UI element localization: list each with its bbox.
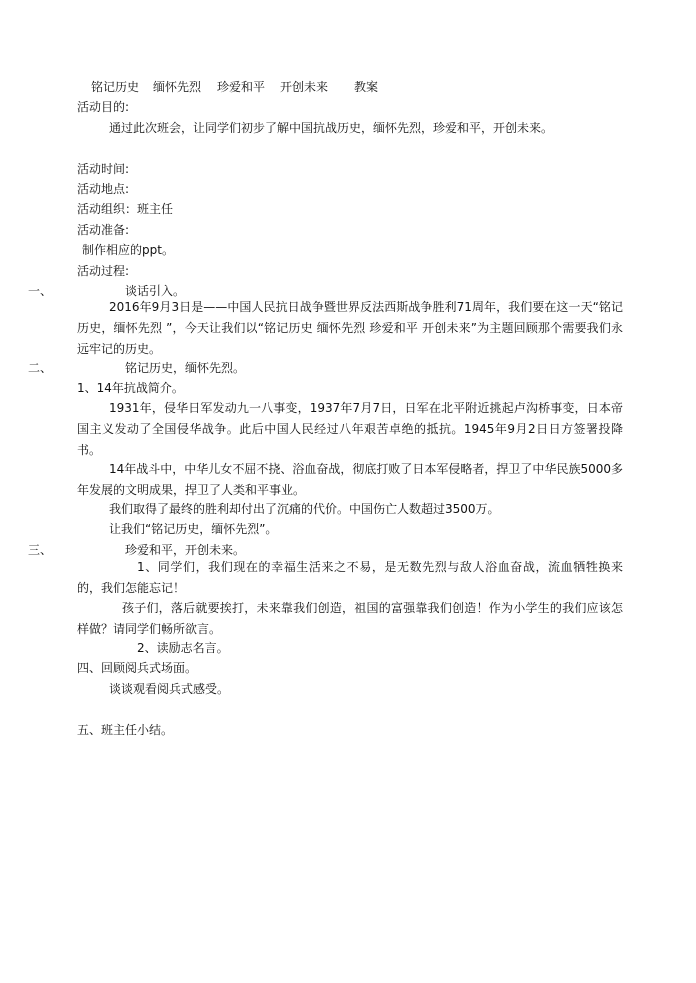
title-part-5: 教案	[354, 80, 379, 94]
process-label: 活动过程:	[77, 264, 130, 278]
title-part-4: 开创未来	[280, 80, 329, 94]
section-2-paragraph-4: 让我们“铭记历史，缅怀先烈”。	[109, 522, 278, 536]
section-3-paragraph-2: 孩子们，落后就要挨打，未来靠我们创造，祖国的富强靠我们创造！作为小学生的我们应该怎样做？请同学们畅所欲言。	[77, 601, 623, 636]
section-2-subheading: 1、14年抗战简介。	[77, 381, 184, 395]
goal-heading: 活动目的:	[77, 100, 130, 114]
section-3-title: 珍爱和平，开创未来。	[125, 543, 246, 557]
section-2-paragraph-3: 我们取得了最终的胜利却付出了沉痛的代价。中国伤亡人数超过3500万。	[109, 502, 500, 516]
section-3-number: 三、	[28, 543, 53, 557]
section-1-number: 一、	[28, 284, 53, 298]
prep-text: 制作相应的ppt。	[82, 243, 174, 257]
section-4-paragraph: 谈谈观看阅兵式感受。	[109, 682, 230, 696]
title-part-1: 铭记历史	[91, 80, 140, 94]
time-label: 活动时间:	[77, 162, 130, 176]
section-3-paragraph-3: 2、读励志名言。	[137, 641, 229, 655]
section-2-title: 铭记历史，缅怀先烈。	[125, 361, 246, 375]
prep-label: 活动准备:	[77, 223, 130, 237]
section-2-paragraph-2: 14年战斗中，中华儿女不屈不挠、浴血奋战，彻底打败了日本军侵略者，捍卫了中华民族5000多年发展的文明成果，捍卫了人类和平事业。	[77, 462, 623, 497]
organizer-label: 活动组织：班主任	[77, 202, 174, 216]
section-4-title: 四、回顾阅兵式场面。	[77, 661, 198, 675]
section-2-paragraph-1: 1931年，侵华日军发动九一八事变，1937年7月7日，日军在北平附近挑起卢沟桥事变，日本帝国主义发动了全国侵华战争。此后中国人民经过八年艰苦卓绝的抵抗。1945年9月2日日方签署投降书。	[77, 401, 623, 457]
section-5-title: 五、班主任小结。	[77, 723, 174, 737]
goal-text: 通过此次班会，让同学们初步了解中国抗战历史，缅怀先烈，珍爱和平，开创未来。	[109, 121, 554, 135]
section-2-number: 二、	[28, 361, 53, 375]
section-1-title: 谈话引入。	[125, 284, 186, 298]
section-1-paragraph: 2016年9月3日是——中国人民抗日战争暨世界反法西斯战争胜利71周年，我们要在这一天“铭记历史，缅怀先烈 ”，今天让我们以“铭记历史 缅怀先烈 珍爱和平 开创未来”为主题回顾那个需要我们永远牢记的历史。	[77, 300, 623, 356]
place-label: 活动地点:	[77, 182, 130, 196]
section-3-paragraph-1: 1、同学们，我们现在的幸福生活来之不易，是无数先烈与敌人浴血奋战，流血牺牲换来的，我们怎能忘记！	[77, 560, 623, 595]
title-part-3: 珍爱和平	[217, 80, 266, 94]
title-part-2: 缅怀先烈	[153, 80, 202, 94]
